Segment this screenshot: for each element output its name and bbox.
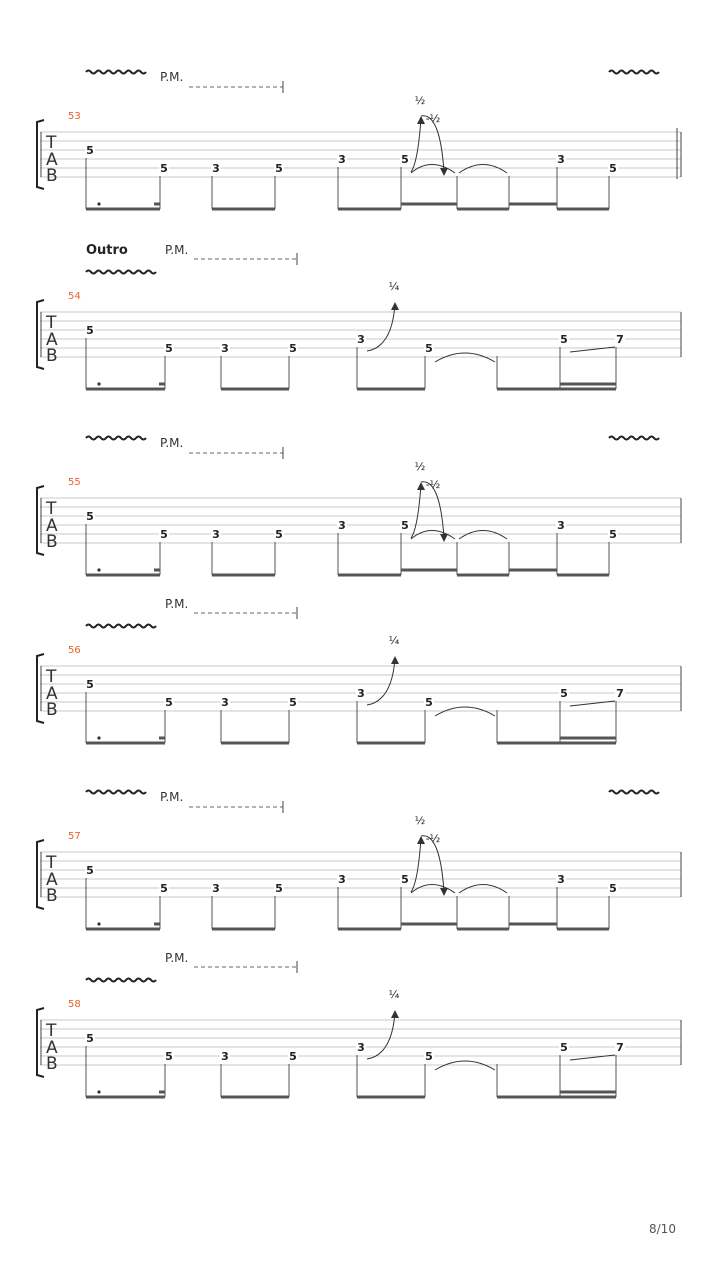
- tab-letter-A: A: [46, 330, 58, 350]
- bend-curve: [411, 118, 421, 172]
- tab-letter-B: B: [46, 700, 58, 720]
- fret-number: 3: [338, 519, 346, 532]
- fret-number: 5: [609, 162, 617, 175]
- dotted-note: [97, 1090, 100, 1093]
- fret-number: 7: [616, 333, 624, 346]
- bend-arrowhead: [417, 836, 425, 844]
- staff-system-57: [37, 790, 681, 929]
- palm-mute-label: P.M.: [160, 790, 184, 804]
- fret-number: 5: [401, 873, 409, 886]
- tab-letter-T: T: [46, 499, 57, 519]
- tab-letter-T: T: [46, 667, 57, 687]
- fret-number: 3: [338, 153, 346, 166]
- measure-number: 53: [68, 111, 81, 122]
- palm-mute-label: P.M.: [165, 951, 189, 965]
- fret-number: 5: [86, 510, 94, 523]
- fret-number: 3: [221, 696, 229, 709]
- fret-number: 3: [357, 1041, 365, 1054]
- tab-letter-A: A: [46, 150, 58, 170]
- fret-number: 3: [557, 873, 565, 886]
- palm-mute-label: P.M.: [165, 243, 189, 257]
- fret-number: 5: [401, 519, 409, 532]
- release-amount-label: -½: [425, 478, 441, 491]
- release-arrowhead: [440, 168, 448, 176]
- fret-number: 5: [289, 342, 297, 355]
- bend-arrowhead: [391, 1010, 399, 1018]
- fret-number: 5: [425, 696, 433, 709]
- vibrato-mark: [86, 271, 156, 274]
- fret-number: 5: [401, 153, 409, 166]
- vibrato-mark: [609, 71, 659, 74]
- section-label-outro: Outro: [86, 243, 128, 258]
- fret-number: 5: [425, 1050, 433, 1063]
- tie: [411, 885, 455, 894]
- fret-number: 5: [160, 882, 168, 895]
- fret-number: 3: [357, 333, 365, 346]
- tie: [459, 885, 507, 894]
- fret-number: 3: [221, 342, 229, 355]
- fret-number: 7: [616, 1041, 624, 1054]
- fret-number: 5: [560, 333, 568, 346]
- tab-letter-A: A: [46, 684, 58, 704]
- bend-amount-label: ½: [414, 814, 426, 827]
- tab-letter-A: A: [46, 1038, 58, 1058]
- fret-number: 5: [86, 864, 94, 877]
- measure-number: 57: [68, 831, 81, 842]
- bend-curve: [411, 484, 421, 538]
- dotted-note: [97, 736, 100, 739]
- vibrato-mark: [86, 437, 146, 440]
- fret-number: 5: [275, 162, 283, 175]
- measure-number: 55: [68, 477, 81, 488]
- bend-amount-label: ¼: [388, 634, 400, 647]
- fret-number: 3: [212, 162, 220, 175]
- fret-number: 5: [275, 882, 283, 895]
- fret-number: 5: [275, 528, 283, 541]
- fret-number: 5: [160, 162, 168, 175]
- fret-number: 5: [560, 687, 568, 700]
- bend-amount-label: ½: [414, 94, 426, 107]
- tab-letter-T: T: [46, 133, 57, 153]
- fret-number: 5: [425, 342, 433, 355]
- fret-number: 7: [616, 687, 624, 700]
- fret-number: 5: [165, 342, 173, 355]
- fret-number: 3: [212, 882, 220, 895]
- tie: [411, 531, 455, 540]
- fret-number: 5: [165, 1050, 173, 1063]
- fret-number: 3: [338, 873, 346, 886]
- fret-number: 5: [289, 1050, 297, 1063]
- tie: [411, 165, 455, 174]
- palm-mute-label: P.M.: [160, 436, 184, 450]
- tab-letter-T: T: [46, 1021, 57, 1041]
- vibrato-mark: [86, 979, 156, 982]
- fret-number: 5: [86, 144, 94, 157]
- bend-curve: [367, 1012, 395, 1059]
- fret-number: 3: [212, 528, 220, 541]
- palm-mute-label: P.M.: [165, 597, 189, 611]
- staff-system-53: [37, 70, 681, 209]
- tab-letter-B: B: [46, 532, 58, 552]
- fret-number: 3: [221, 1050, 229, 1063]
- dotted-note: [97, 382, 100, 385]
- bend-curve: [367, 304, 395, 351]
- tab-letter-B: B: [46, 1054, 58, 1074]
- vibrato-mark: [609, 791, 659, 794]
- tab-letter-T: T: [46, 313, 57, 333]
- measure-number: 58: [68, 999, 81, 1010]
- fret-number: 3: [557, 153, 565, 166]
- page-number: 8/10: [649, 1222, 676, 1236]
- tab-letter-A: A: [46, 516, 58, 536]
- bend-amount-label: ¼: [388, 280, 400, 293]
- vibrato-mark: [609, 437, 659, 440]
- release-arrowhead: [440, 888, 448, 896]
- bend-curve: [367, 658, 395, 705]
- release-amount-label: -½: [425, 832, 441, 845]
- fret-number: 5: [609, 528, 617, 541]
- bend-arrowhead: [391, 656, 399, 664]
- tab-letter-B: B: [46, 166, 58, 186]
- fret-number: 3: [357, 687, 365, 700]
- release-amount-label: -½: [425, 112, 441, 125]
- fret-number: 5: [289, 696, 297, 709]
- bend-arrowhead: [391, 302, 399, 310]
- vibrato-mark: [86, 791, 146, 794]
- vibrato-mark: [86, 625, 156, 628]
- dotted-note: [97, 922, 100, 925]
- bend-arrowhead: [417, 116, 425, 124]
- staff-system-56: [37, 597, 681, 743]
- bend-arrowhead: [417, 482, 425, 490]
- fret-number: 5: [160, 528, 168, 541]
- fret-number: 5: [165, 696, 173, 709]
- tab-letter-T: T: [46, 853, 57, 873]
- dotted-note: [97, 202, 100, 205]
- tab-letter-B: B: [46, 346, 58, 366]
- staff-system-54: [37, 243, 681, 389]
- staff-system-58: [37, 951, 681, 1097]
- fret-number: 3: [557, 519, 565, 532]
- fret-number: 5: [560, 1041, 568, 1054]
- measure-number: 54: [68, 291, 81, 302]
- measure-number: 56: [68, 645, 81, 656]
- fret-number: 5: [609, 882, 617, 895]
- tie: [459, 165, 507, 174]
- bend-amount-label: ¼: [388, 988, 400, 1001]
- bend-curve: [411, 838, 421, 892]
- tab-letter-B: B: [46, 886, 58, 906]
- fret-number: 5: [86, 324, 94, 337]
- staff-system-55: [37, 436, 681, 575]
- tab-letter-A: A: [46, 870, 58, 890]
- release-arrowhead: [440, 534, 448, 542]
- fret-number: 5: [86, 1032, 94, 1045]
- tie: [459, 531, 507, 540]
- dotted-note: [97, 568, 100, 571]
- vibrato-mark: [86, 71, 146, 74]
- palm-mute-label: P.M.: [160, 70, 184, 84]
- bend-amount-label: ½: [414, 460, 426, 473]
- fret-number: 5: [86, 678, 94, 691]
